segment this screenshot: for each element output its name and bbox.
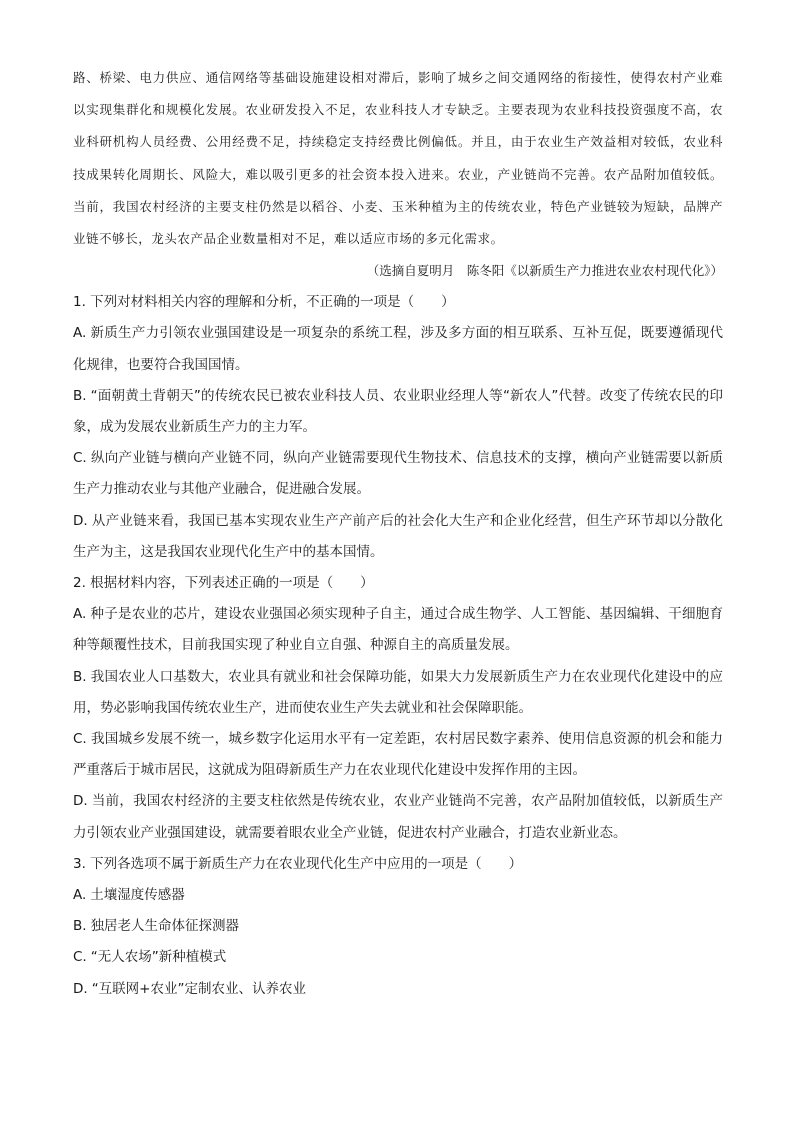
option-text: “面朝黄土背朝天”的传统农民已被农业科技人员、农业职业经理人等“新农人”代替。改变了传统农民的印象，成为发展农业新质生产力的主力军。 [73, 387, 723, 436]
option-letter: D. [73, 793, 88, 810]
passage-text: 路、桥梁、电力供应、通信网络等基础设施建设相对滞后，影响了城乡之间交通网络的衔接性，使得农村产业难以实现集群化和规模化发展。农业研发投入不足，农业科技人才专缺乏。主要表现为农业科技投资强度不高，农业科研机构人员经费、公用经费不足，持续稳定支持经费比例偏低。并且，由于农业生产效益相对较低，农业科技成果转化周期长、风险大，难以吸引更多的社会资本投入进来。农业，产业链尚不完善。农产品附加值较低。当前，我国农村经济的主要支柱仍然是以稻谷、小麦、玉米种植为主的传统农业，特色产业链较为短缺，品牌产业链不够长，龙头农产品企业数量相对不足，难以适应市场的多元化需求。 [73, 70, 723, 247]
option-text: “无人农场”新种植模式 [90, 949, 227, 966]
option-d [73, 506, 723, 568]
option-text: 当前，我国农村经济的主要支柱依然是传统农业，农业产业链尚不完善，农产品附加值较低，以新质生产力引领农业产业强国建设，就需要着眼农业全产业链，促进农村产业融合，打造农业新业态。 [73, 793, 723, 841]
passage-source: （选摘自夏明月 陈冬阳《以新质生产力推进农业农村现代化》） [366, 263, 723, 279]
option-text: 我国农业人口基数大，农业具有就业和社会保障功能，如果大力发展新质生产力在农业现代化建设中的应用，势必影响我国传统农业生产，进而使农业生产失去就业和社会保障职能。 [73, 668, 723, 716]
option-text: 纵向产业链与横向产业链不同，纵向产业链需要现代生物技术、信息技术的支撑，横向产业链需要以新质生产力推动农业与其他产业融合，促进融合发展。 [73, 450, 723, 498]
option-a [73, 599, 723, 661]
option-a [73, 318, 723, 380]
question-stem: 2. 根据材料内容，下列表述正确的一项是（ ） [73, 575, 374, 592]
option-letter: B. [73, 387, 87, 404]
question-stem: 3. 下列各选项不属于新质生产力在农业现代化生产中应用的一项是（ ） [73, 855, 523, 872]
option-c [73, 724, 723, 786]
option-d [73, 786, 723, 848]
option-letter: D. [73, 980, 88, 997]
option-text: 土壤湿度传感器 [90, 887, 185, 904]
option-letter: C. [73, 450, 87, 467]
option-letter: D. [73, 512, 88, 529]
option-d [73, 974, 723, 1005]
option-letter: A. [73, 887, 87, 904]
option-text: 种子是农业的芯片，建设农业强国必须实现种子自主，通过合成生物学、人工智能、基因编辑、干细胞育种等颠覆性技术，目前我国实现了种业自立自强、种源自主的高质量发展。 [73, 606, 723, 654]
option-letter: A. [73, 606, 87, 623]
option-letter: C. [73, 949, 87, 966]
option-text: 独居老人生命体征探测器 [90, 918, 240, 935]
document-page [73, 62, 723, 1005]
option-c [73, 942, 723, 973]
question-1 [73, 287, 723, 568]
option-b [73, 662, 723, 724]
option-a [73, 880, 723, 911]
option-text: 我国城乡发展不统一，城乡数字化运用水平有一定差距，农村居民数字素养、使用信息资源的机会和能力严重落后于城市居民，这就成为阻碍新质生产力在农业现代化建设中发挥作用的主因。 [73, 731, 723, 779]
question-3 [73, 849, 723, 1005]
option-b [73, 381, 723, 443]
option-letter: C. [73, 731, 87, 748]
option-text: “互联网+农业”定制农业、认养农业 [91, 980, 306, 997]
option-c [73, 443, 723, 505]
option-text: 新质生产力引领农业强国建设是一项复杂的系统工程，涉及多方面的相互联系、互补互促，既要遵循现代化规律，也要符合我国国情。 [73, 325, 723, 373]
option-letter: B. [73, 668, 87, 685]
option-text: 从产业链来看，我国已基本实现农业生产产前产后的社会化大生产和企业化经营，但生产环节却以分散化生产为主，这是我国农业现代化生产中的基本国情。 [73, 512, 723, 560]
question-2 [73, 568, 723, 849]
option-b [73, 911, 723, 942]
question-stem: 1. 下列对材料相关内容的理解和分析，不正确的一项是（ ） [73, 294, 455, 311]
option-letter: B. [73, 918, 87, 935]
option-letter: A. [73, 325, 87, 342]
